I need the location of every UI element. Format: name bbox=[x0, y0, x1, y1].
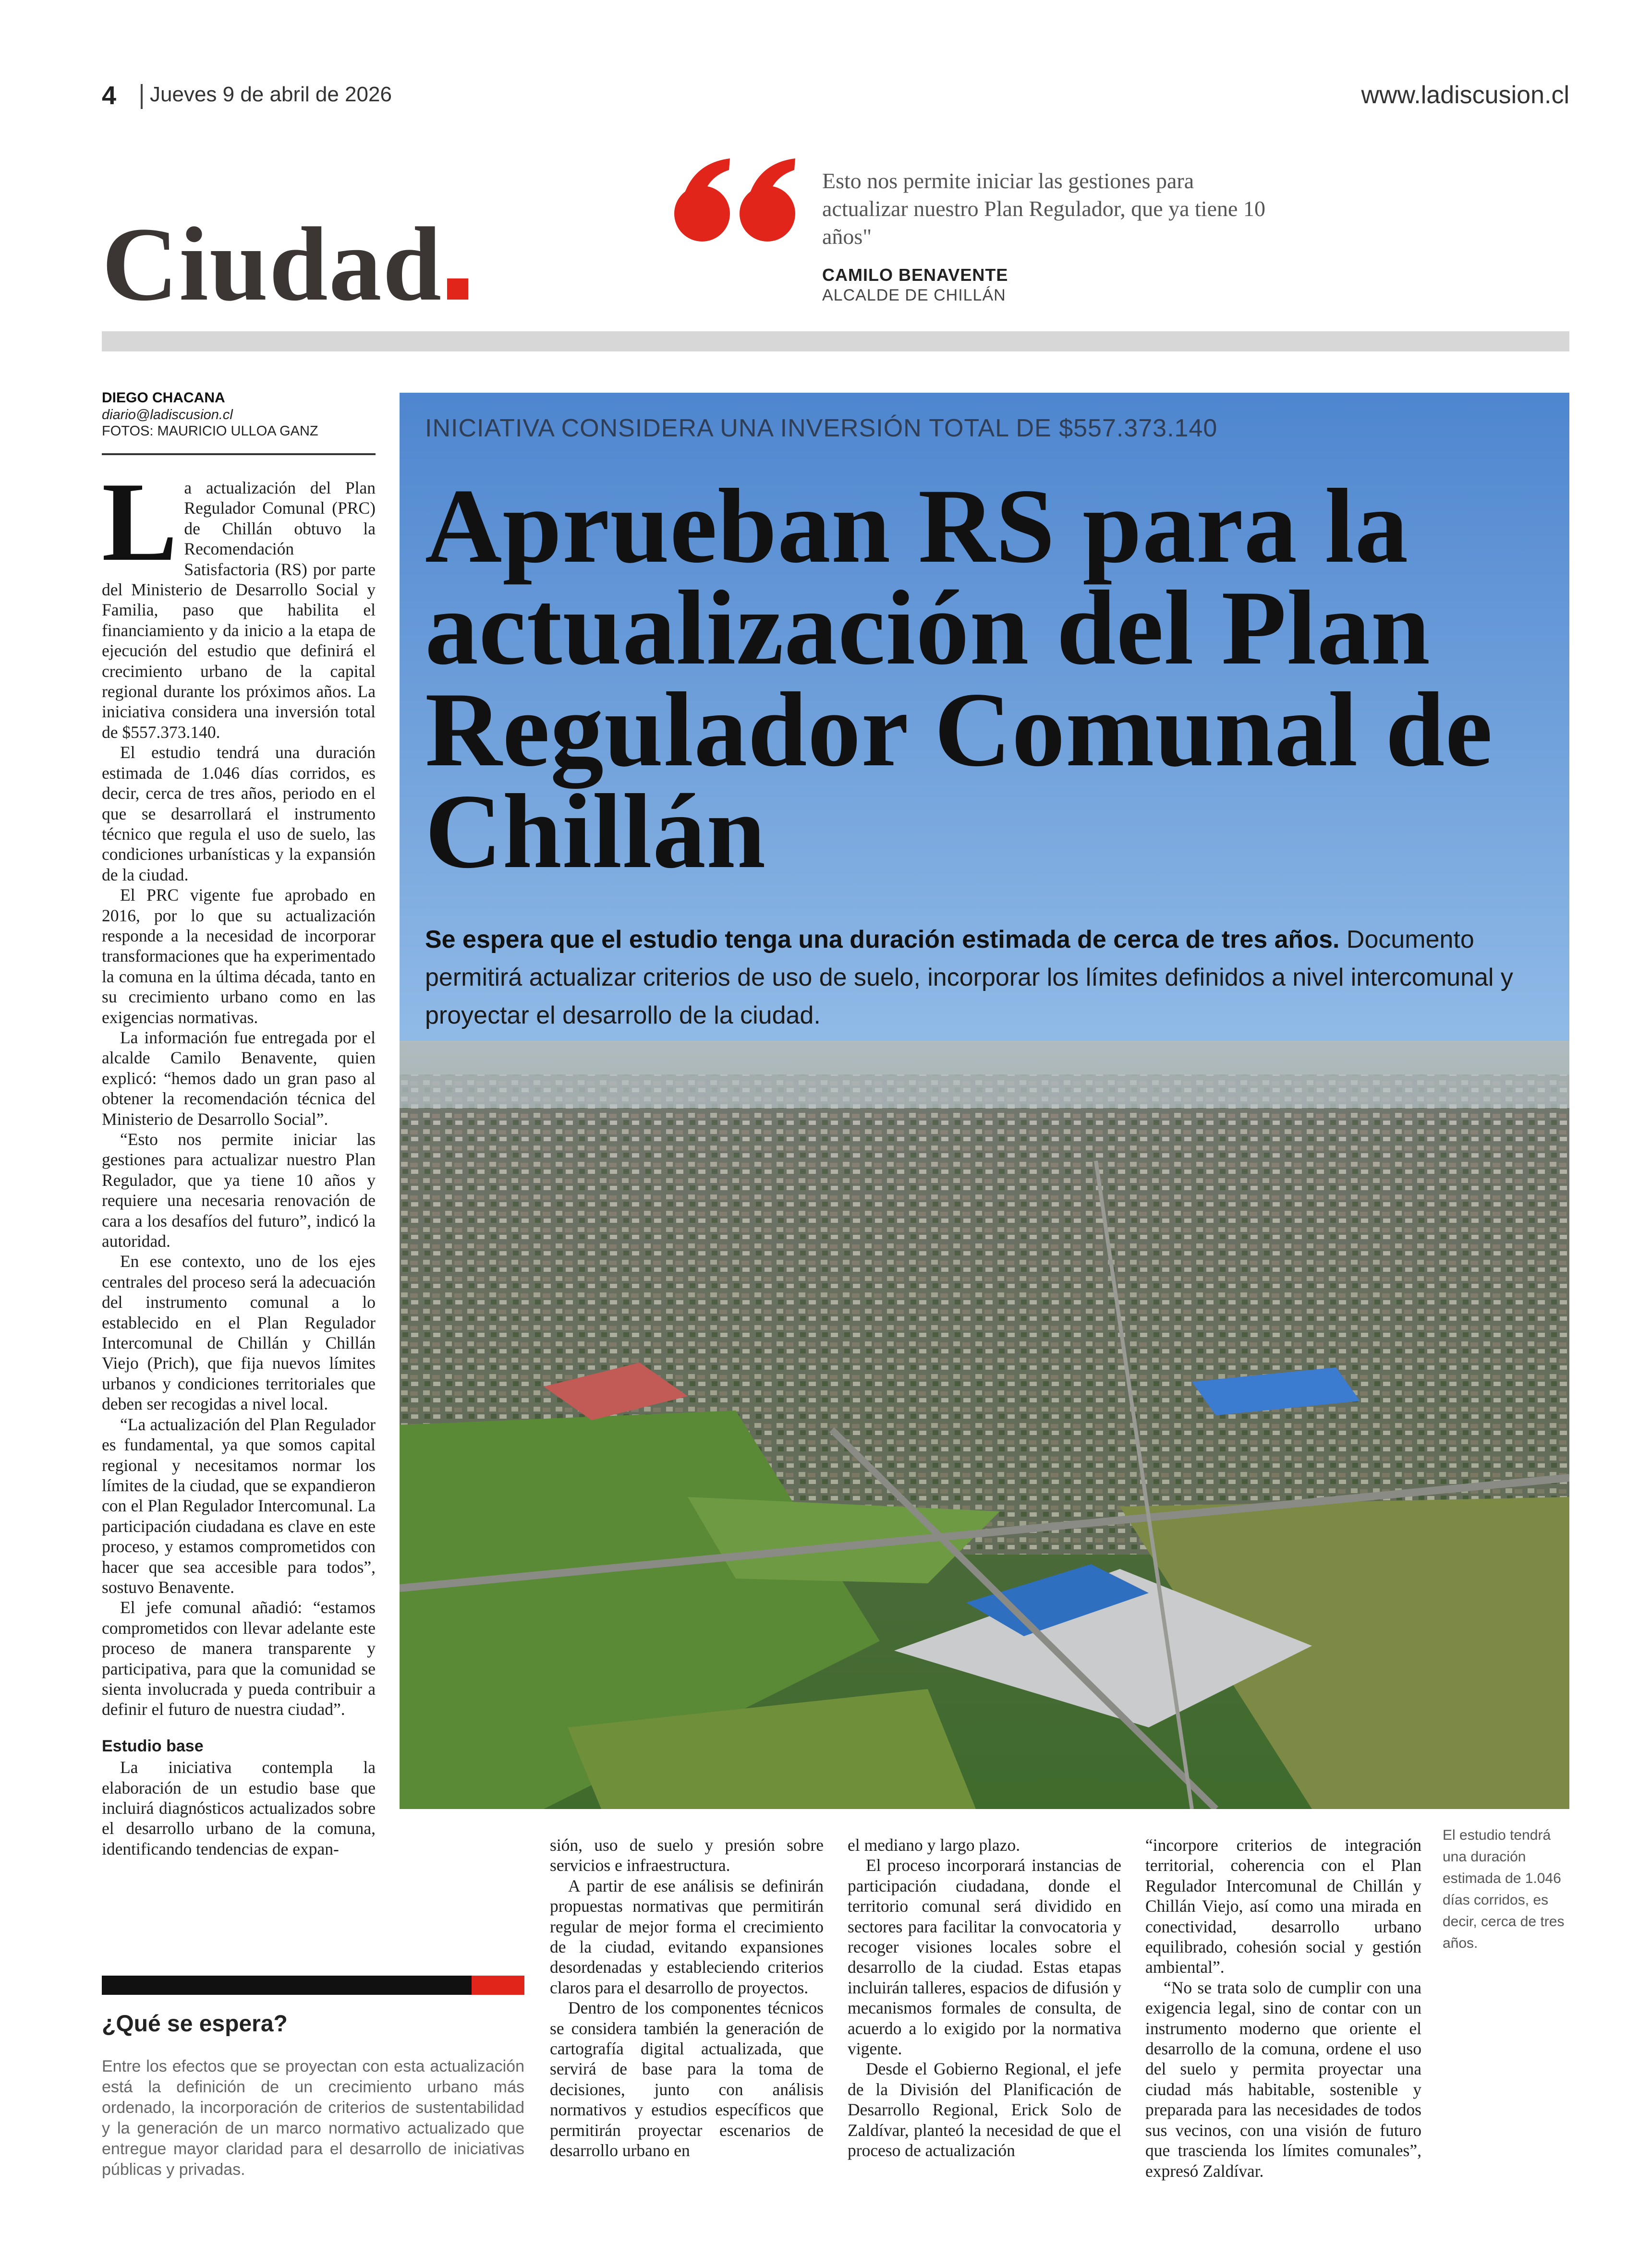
header-separator bbox=[141, 84, 143, 109]
article-subhead bbox=[425, 921, 1530, 1035]
article-kicker: INICIATIVA CONSIDERA UNA INVERSIÓN TOTAL DE $557.373.140 bbox=[425, 414, 1218, 442]
sidebar-text: Entre los efectos que se proyectan con esta actualización está la definición de un crecimiento urbano más ordenado, la incorporación de criterios de sustentabilidad y la generación de un marco normativo actualizado que entregue mayor claridad para el desarrollo de iniciativas públicas y privadas. bbox=[102, 2057, 524, 2179]
article-paragraph: Dentro de los componentes técnicos se considera también la generación de cartografía digital actualizada, que servirá de base para la toma de decisiones, junto con análisis normativos y estudios específicos que permitirán proyectar escenarios de desarrollo urbano en bbox=[550, 1998, 824, 2160]
byline-author: DIEGO CHACANA bbox=[102, 390, 225, 406]
article-paragraph: La iniciativa contempla la elaboración de un estudio base que incluirá diagnósticos actualizados sobre el desarrollo urbano de la comuna, identificando tendencias de expan- bbox=[102, 1758, 376, 1858]
article-subheading: Estudio base bbox=[102, 1737, 204, 1755]
header-rule bbox=[102, 331, 1569, 351]
article-paragraph: La información fue entregada por el alcalde Camilo Benavente, quien explicó: “hemos dado un gran paso al obtener la recomendación técnica del Ministerio de Desarrollo Social”. bbox=[102, 1027, 376, 1129]
article-paragraph: “Esto nos permite iniciar las gestiones para actualizar nuestro Plan Regulador, que ya tiene 10 años y requiere una necesaria renovación de cara a los desafíos del futuro”, indicó la autoridad. bbox=[102, 1130, 376, 1251]
photo-caption: El estudio tendrá una duración estimada de 1.046 días corridos, es decir, cerca de tres años. bbox=[1443, 1827, 1565, 1951]
byline-photo-credit: FOTOS: MAURICIO ULLOA GANZ bbox=[102, 423, 318, 439]
article-subhead-body: Documento permitirá actualizar criterios de uso de suelo, incorporar los límites definidos a nivel intercomunal y proyectar el desarrollo de la ciudad. bbox=[425, 926, 1513, 1029]
article-paragraph: El estudio tendrá una duración estimada de 1.046 días corridos, es decir, cerca de tres años, periodo en el que se desarrollará el instrumento técnico que regula el uso de suelo, las condiciones urbanísticas y la expansión de la ciudad. bbox=[102, 743, 376, 884]
section-title-text: Ciudad bbox=[102, 205, 443, 323]
page-number: 4 bbox=[102, 81, 117, 110]
article-paragraph bbox=[102, 459, 376, 742]
article-column-4 bbox=[1145, 1835, 1421, 2181]
section-accent-dot bbox=[447, 278, 468, 300]
article-paragraph: El proceso incorporará instancias de participación ciudadana, donde el territorio comunal será dividido en sectores para facilitar la convocatoria y recoger visiones locales sobre el desarrollo de la ciudad. Estas etapas incluirán talleres, espacios de difusión y mecanismos formales de consulta, de acuerdo a lo exigido por la normativa vigente. bbox=[848, 1856, 1121, 2059]
article-paragraph: el mediano y largo plazo. bbox=[848, 1835, 1020, 1855]
article-paragraph: A partir de ese análisis se definirán propuestas normativas que permitirán regular de mejor forma el crecimiento de la ciudad, evitando expansiones desordenadas y estableciendo criterios claros para el desarrollo de proyectos. bbox=[550, 1876, 824, 1997]
drop-cap: L bbox=[102, 459, 178, 585]
sidebar-heading: ¿Qué se espera? bbox=[102, 2011, 288, 2037]
section-title bbox=[102, 205, 468, 323]
article-column-1 bbox=[102, 459, 376, 1859]
article-paragraph-text: a actualización del Plan Regulador Comunal (PRC) de Chillán obtuvo la Recomendación Satisfactoria (RS) por parte del Ministerio de Desarrollo Social y Familia, paso que habilita el financiamiento y da inicio a la etapa de ejecución del estudio que definirá el crecimiento urbano de la capital regional durante los próximos años. La iniciativa considera una inversión total de $557.373.140. bbox=[102, 478, 376, 742]
website-link[interactable]: www.ladiscusion.cl bbox=[1361, 81, 1569, 109]
article-paragraph: sión, uso de suelo y presión sobre servicios e infraestructura. bbox=[550, 1835, 824, 1875]
byline-email[interactable]: diario@ladiscusion.cl bbox=[102, 407, 233, 422]
pull-quote-role: ALCALDE DE CHILLÁN bbox=[822, 286, 1006, 304]
article-paragraph: En ese contexto, uno de los ejes centrales del proceso será la adecuación del instrumento comunal a lo establecido en el Plan Regulador Intercomunal de Chillán y Chillán Viejo (Prich), que fija nuevos límites urbanos y condiciones territoriales que deben ser recogidas a nivel local. bbox=[102, 1252, 376, 1414]
pull-quote-text: Esto nos permite iniciar las gestiones para actualizar nuestro Plan Regulador, que ya tiene 10 años" bbox=[822, 169, 1265, 249]
byline-rule bbox=[102, 453, 376, 455]
article-headline: Aprueban RS para la actualización del Plan Regulador Comunal de Chillán bbox=[425, 467, 1493, 891]
sidebar-bar bbox=[102, 1976, 472, 1995]
article-column-2 bbox=[550, 1835, 824, 2161]
article-paragraph: “incorpore criterios de integración territorial, coherencia con el Plan Regulador Intercomunal de Chillán y Chillán Viejo, así como una mirada en conectividad, desarrollo urbano equilibrado, cohesión social y gestión ambiental”. bbox=[1145, 1835, 1421, 1977]
article-paragraph: El jefe comunal añadió: “estamos comprometidos con llevar adelante este proceso de manera transparente y participativa, para que la comunidad se sienta involucrada y pueda contribuir a definir el futuro de nuestra ciudad”. bbox=[102, 1598, 376, 1719]
article-subhead-lead: Se espera que el estudio tenga una duración estimada de cerca de tres años. bbox=[425, 926, 1340, 953]
article-column-3 bbox=[848, 1835, 1121, 2161]
article-paragraph: “La actualización del Plan Regulador es fundamental, ya que somos capital regional y necesitamos normar los límites de la ciudad, que se expandieron con el Plan Regulador Intercomunal. La participación ciudadana es clave en este proceso, y estamos comprometidos con hacer que sea accesible para todos”, sostuvo Benavente. bbox=[102, 1414, 376, 1597]
article-paragraph: El PRC vigente fue aprobado en 2016, por lo que su actualización responde a la necesidad de incorporar transformaciones que ha experimentado la comuna en la última década, tanto en su crecimiento urbano como en las exigencias normativas. bbox=[102, 885, 376, 1027]
pull-quote-author: CAMILO BENAVENTE bbox=[822, 265, 1008, 285]
article-paragraph: Desde el Gobierno Regional, el jefe de la División del Planificación de Desarrollo Regional, Erick Solo de Zaldívar, planteó la necesidad de que el proceso de actualización bbox=[848, 2059, 1121, 2160]
issue-date: Jueves 9 de abril de 2026 bbox=[150, 83, 392, 106]
article-paragraph: “No se trata solo de cumplir con una exigencia legal, sino de contar con un instrumento moderno que oriente el desarrollo de la comuna, ordene el uso del suelo y permita proyectar una ciudad más habitable, sostenible y preparada para las necesidades de todos sus vecinos, con una visión de futuro que trascienda los límites comunales”, expresó Zaldívar. bbox=[1145, 1978, 1421, 2181]
sidebar-bar-accent bbox=[472, 1976, 524, 1995]
quote-marks-icon bbox=[672, 149, 802, 245]
